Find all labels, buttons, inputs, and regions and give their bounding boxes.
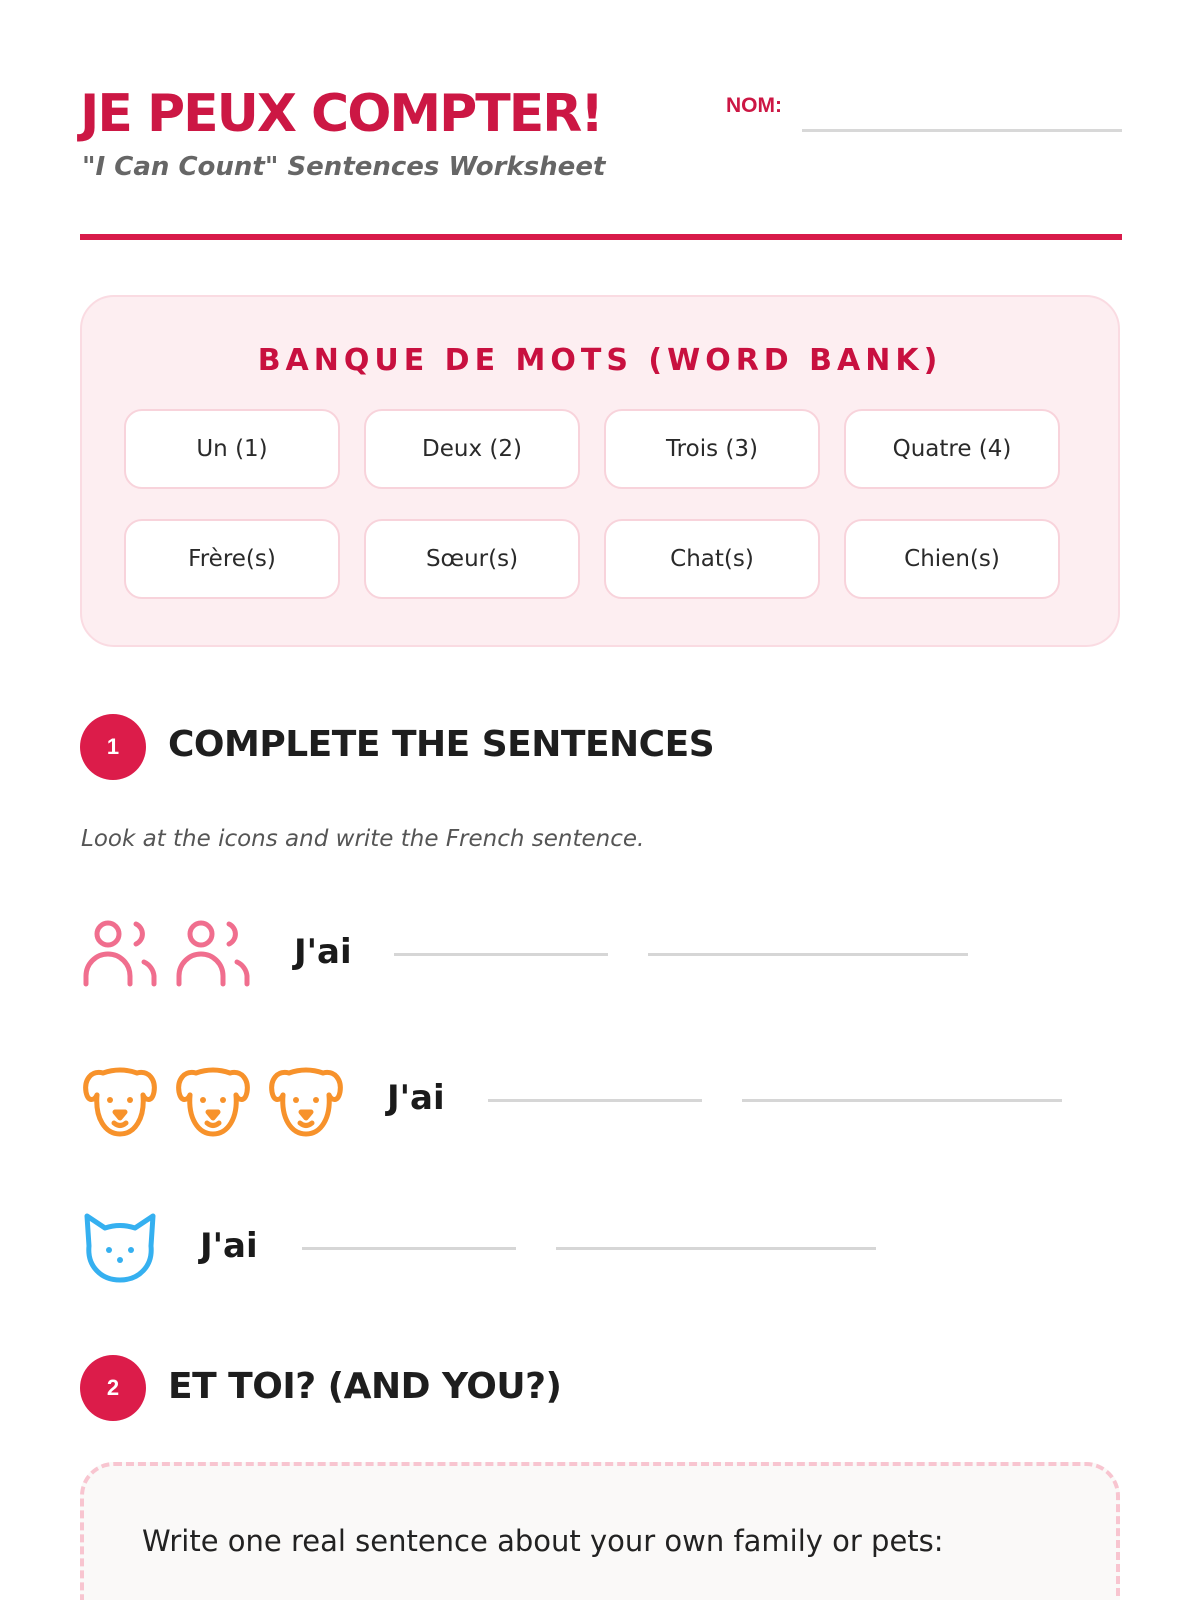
- word-bank-title: BANQUE DE MOTS (WORD BANK): [257, 343, 943, 378]
- word-chip: Un (1): [124, 409, 340, 489]
- sentence-prompt: J'ai: [387, 1078, 445, 1118]
- answer-blank-number[interactable]: [488, 1099, 702, 1102]
- word-chip: Sœur(s): [364, 519, 580, 599]
- sentence-prompt: J'ai: [294, 932, 352, 972]
- answer-blank-noun[interactable]: [648, 953, 968, 956]
- word-chip: Frère(s): [124, 519, 340, 599]
- word-bank: [80, 295, 1120, 647]
- dog-face-icon: [267, 1062, 345, 1140]
- name-label: NOM:: [726, 94, 782, 117]
- section-title: ET TOI? (AND YOU?): [168, 1366, 562, 1407]
- section-number-badge: 2: [80, 1355, 146, 1421]
- answer-blank-noun[interactable]: [742, 1099, 1062, 1102]
- dog-face-icon: [81, 1062, 159, 1140]
- dog-face-icon: [174, 1062, 252, 1140]
- cat-face-icon: [81, 1208, 159, 1286]
- answer-blank-number[interactable]: [302, 1247, 516, 1250]
- worksheet-title: JE PEUX COMPTER!: [80, 84, 602, 144]
- answer-blank-number[interactable]: [394, 953, 608, 956]
- word-chip: Quatre (4): [844, 409, 1060, 489]
- word-chip: Chat(s): [604, 519, 820, 599]
- header-divider: [80, 234, 1122, 240]
- word-chip: Deux (2): [364, 409, 580, 489]
- section-title: COMPLETE THE SENTENCES: [168, 724, 715, 765]
- section-instruction: Look at the icons and write the French sentence.: [81, 826, 645, 852]
- section-number-badge: 1: [80, 714, 146, 780]
- name-field-line[interactable]: [802, 129, 1122, 132]
- answer-blank-noun[interactable]: [556, 1247, 876, 1250]
- sentence-prompt: J'ai: [200, 1226, 258, 1266]
- word-chip: Chien(s): [844, 519, 1060, 599]
- own-sentence-prompt: Write one real sentence about your own family or pets:: [142, 1524, 944, 1558]
- people-icon: [81, 914, 159, 992]
- people-icon: [174, 914, 252, 992]
- worksheet-subtitle: "I Can Count" Sentences Worksheet: [82, 152, 606, 182]
- word-chip: Trois (3): [604, 409, 820, 489]
- own-sentence-box[interactable]: [80, 1462, 1120, 1600]
